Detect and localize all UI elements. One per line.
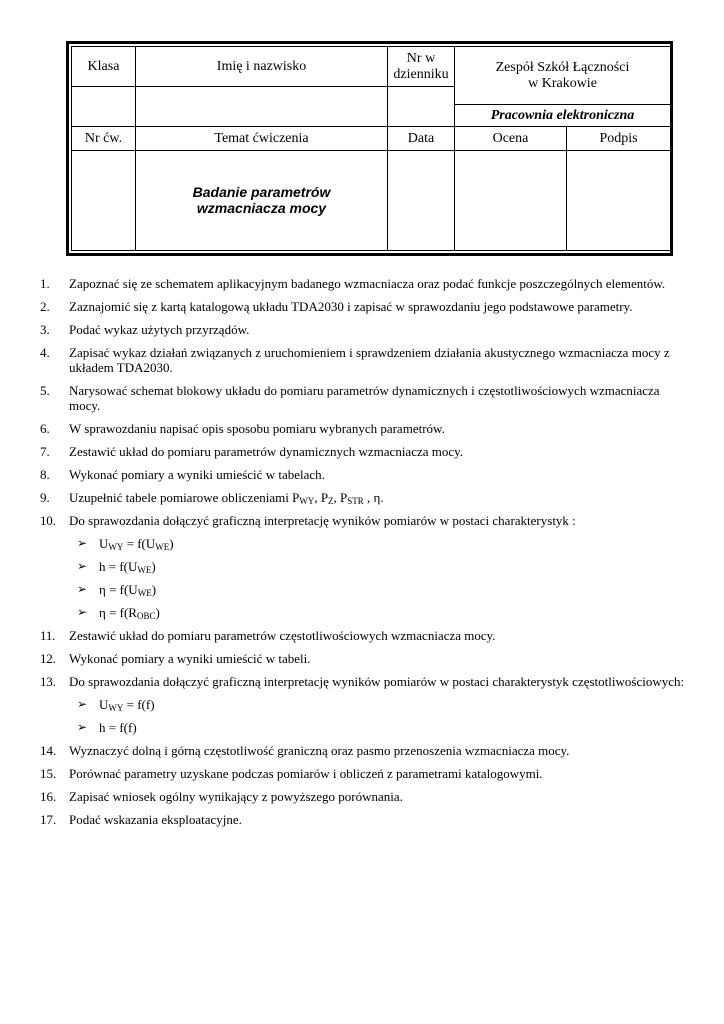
characteristic-item: [40, 720, 690, 735]
task-text: Uzupełnić tabele pomiarowe obliczeniami: [69, 490, 293, 505]
task-text: Zaznajomić się z kartą katalogową układu TDA2030 i zapisać w sprawozdaniu jego podstawowe parametry.: [69, 299, 633, 314]
task-text: Do sprawozdania dołączyć graficzną interpretację wyników pomiarów w postaci charakterystyk częstotliwościowych:: [69, 674, 685, 689]
col-ocena-header: Ocena: [455, 127, 567, 151]
separator: ,: [314, 490, 321, 505]
task-text: Podać wskazania eksploatacyjne.: [69, 812, 242, 827]
characteristic-item: [40, 697, 690, 712]
subscript-str: STR: [347, 496, 364, 506]
task-item: [40, 444, 690, 459]
task-number: 5.: [40, 383, 50, 398]
school-line2: w Krakowie: [528, 75, 597, 91]
lab-name: Pracownia elektroniczna: [455, 105, 671, 127]
characteristic-item: [40, 536, 690, 551]
task-item: [40, 383, 690, 413]
ending: , η.: [363, 490, 384, 505]
task-number: 13.: [40, 674, 56, 689]
col-temat-header: Temat ćwiczenia: [136, 127, 388, 151]
task-number: 8.: [40, 467, 50, 482]
formula-end: ): [169, 536, 174, 551]
characteristic-item: [40, 605, 690, 620]
school-line1: Zespół Szkół Łączności: [495, 60, 630, 76]
symbol-p: P: [340, 490, 348, 505]
col-podpis-header: Podpis: [567, 127, 671, 151]
task-item: [40, 789, 690, 804]
task-text: Narysować schemat blokowy układu do pomiaru parametrów dynamicznych i częstotliwościowych wzmacniacza mocy.: [69, 383, 660, 413]
task-item: [40, 812, 690, 827]
task-item: [40, 743, 690, 758]
imie-value-cell[interactable]: [136, 87, 388, 127]
task-number: 11.: [40, 628, 56, 643]
formula-symbol: η: [99, 605, 106, 620]
col-nr-dziennika-header: [388, 47, 455, 87]
formula-end: ): [151, 582, 157, 597]
separator: ,: [333, 490, 341, 505]
formula-symbol: h: [99, 720, 106, 735]
arrowhead-bullet-icon: ➢: [77, 720, 88, 734]
task-item: [40, 467, 690, 482]
task-item: [40, 513, 690, 528]
characteristic-item: [40, 582, 690, 597]
symbol-p: P: [292, 490, 300, 505]
formula-symbol: U: [99, 536, 109, 551]
task-number: 4.: [40, 345, 50, 360]
arrowhead-bullet-icon: ➢: [77, 536, 88, 550]
formula-rest: = f(f): [105, 720, 137, 735]
formula-rest: = f(f): [123, 697, 155, 712]
task-number: 15.: [40, 766, 57, 781]
task-number: 6.: [40, 421, 50, 436]
header-table: [71, 46, 671, 251]
task-text: Wyznaczyć dolną i górną częstotliwość graniczną oraz pasmo przenoszenia wzmacniacza mocy.: [69, 743, 570, 758]
formula-symbol: η: [99, 582, 106, 597]
col-nr-cw-header: Nr ćw.: [72, 127, 136, 151]
formula-subscript: WY: [108, 703, 124, 713]
exercise-topic: [136, 151, 388, 251]
col-imie-header: Imię i nazwisko: [136, 47, 388, 87]
arrowhead-bullet-icon: ➢: [77, 582, 88, 596]
task-number: 14.: [40, 743, 57, 758]
formula-symbol: U: [99, 697, 109, 712]
task-text: Porównać parametry uzyskane podczas pomiarów i obliczeń z parametrami katalogowymi.: [69, 766, 543, 781]
task-text: Podać wykaz użytych przyrządów.: [69, 322, 250, 337]
formula-mid: = f(U: [105, 582, 138, 597]
symbol-p: P: [320, 490, 329, 505]
formula-subscript: OBC: [136, 611, 156, 621]
arrowhead-bullet-icon: ➢: [77, 697, 88, 711]
col-klasa-header: Klasa: [72, 47, 136, 87]
task-number: 10.: [40, 513, 56, 528]
task-text: Zapoznać się ze schematem aplikacyjnym badanego wzmacniacza oraz podać funkcje poszczególnych elementów.: [69, 276, 666, 291]
task-item: [40, 628, 690, 643]
nr-value-cell[interactable]: [388, 87, 455, 127]
task-text: W sprawozdaniu napisać opis sposobu pomiaru wybranych parametrów.: [69, 421, 445, 436]
topic-line1: Badanie parametrów: [192, 184, 331, 201]
task-text: Do sprawozdania dołączyć graficzną interpretację wyników pomiarów w postaci charakterystyk :: [69, 513, 576, 528]
subscript-z: Z: [328, 496, 334, 506]
arrowhead-bullet-icon: ➢: [77, 605, 88, 619]
task-item: [40, 421, 690, 436]
task-text: Zestawić układ do pomiaru parametrów częstotliwościowych wzmacniacza mocy.: [69, 628, 496, 643]
task-list: [40, 276, 690, 835]
nr-cw-value-cell[interactable]: [72, 151, 136, 251]
task-item: [40, 322, 690, 337]
formula-mid: = f(U: [123, 536, 156, 551]
formula-end: ): [155, 605, 160, 620]
formula-symbol: h: [99, 559, 106, 574]
topic-line2: wzmacniacza mocy: [196, 199, 327, 216]
formula-subscript: WE: [137, 588, 152, 598]
task-item: [40, 651, 690, 666]
formula-subscript: WY: [108, 542, 124, 552]
task-number: 1.: [40, 276, 50, 291]
task-text: Zapisać wniosek ogólny wynikający z powyższego porównania.: [69, 789, 403, 804]
formula-end: ): [151, 559, 156, 574]
klasa-value-cell[interactable]: [72, 87, 136, 127]
formula-mid: = f(R: [105, 605, 137, 620]
subscript-wy: WY: [299, 496, 315, 506]
task-item: [40, 490, 690, 505]
task-text: Wykonać pomiary a wyniki umieścić w tabelach.: [69, 467, 325, 482]
task-number: 2.: [40, 299, 50, 314]
data-value-cell[interactable]: [388, 151, 455, 251]
col-nr-line2: dzienniku: [393, 66, 449, 82]
characteristic-item: [40, 559, 690, 574]
formula-subscript: WE: [155, 542, 170, 552]
task-item: [40, 345, 690, 375]
task-number: 16.: [40, 789, 57, 804]
task-text: Zapisać wykaz działań związanych z uruchomieniem i sprawdzeniem działania akustycznego wzmacniacza mocy z układem TDA2030.: [69, 345, 670, 375]
task-number: 12.: [40, 651, 56, 666]
task-number: 17.: [40, 812, 57, 827]
task-text: Wykonać pomiary a wyniki umieścić w tabeli.: [69, 651, 311, 666]
col-nr-line1: Nr w: [406, 51, 436, 67]
task-item: [40, 299, 690, 314]
task-number: 9.: [40, 490, 50, 505]
arrowhead-bullet-icon: ➢: [77, 559, 88, 573]
task-number: 7.: [40, 444, 50, 459]
task-item: [40, 276, 690, 291]
school-name: [455, 47, 671, 105]
task-item: [40, 766, 690, 781]
formula-subscript: WE: [137, 565, 152, 575]
ocena-value-cell[interactable]: [455, 151, 567, 251]
podpis-value-cell[interactable]: [567, 151, 671, 251]
task-number: 3.: [40, 322, 50, 337]
formula-mid: = f(U: [105, 559, 138, 574]
task-item: [40, 674, 690, 689]
col-data-header: Data: [388, 127, 455, 151]
header-table-frame: [66, 41, 673, 256]
task-text: Zestawić układ do pomiaru parametrów dynamicznych wzmacniacza mocy.: [69, 444, 464, 459]
